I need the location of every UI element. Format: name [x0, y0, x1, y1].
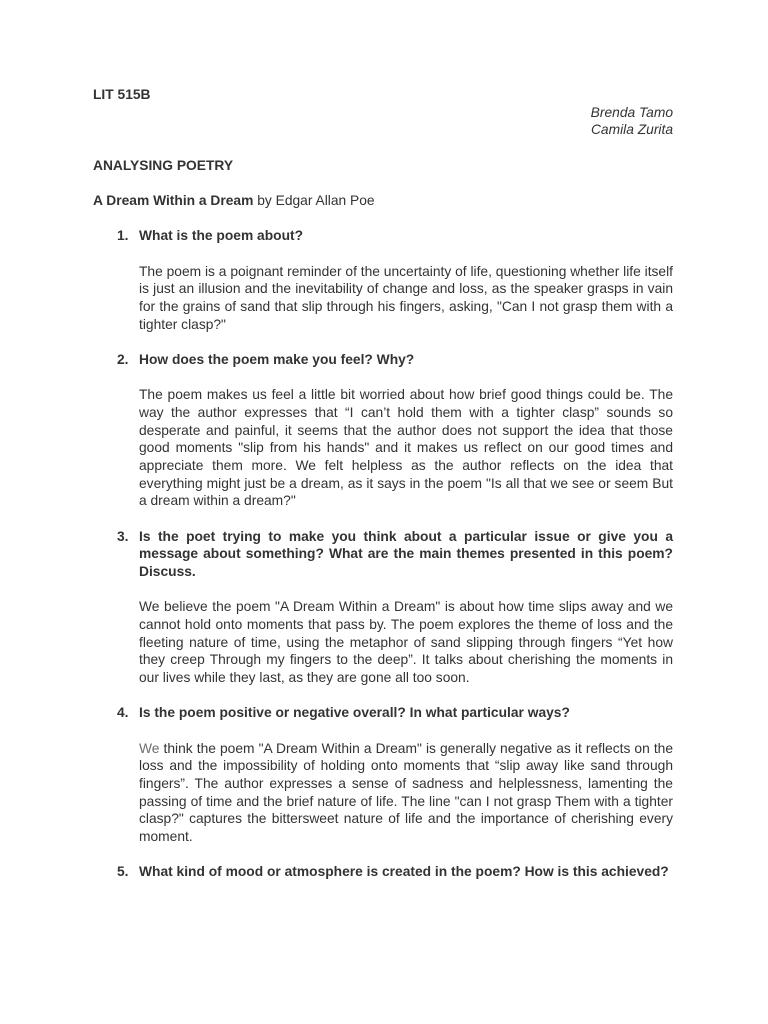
author-name: Camila Zurita [590, 122, 673, 138]
question-text: How does the poem make you feel? Why? [139, 351, 415, 367]
poem-title-line [93, 192, 673, 210]
answer-paragraph [139, 740, 673, 846]
question-text: Is the poem positive or negative overall? In what particular ways? [139, 705, 570, 721]
question-number: 1. [117, 228, 129, 244]
answer-lead-word: We [139, 740, 160, 756]
question-number: 5. [117, 864, 129, 880]
document-body [93, 86, 673, 881]
question-text: What kind of mood or atmosphere is created in the poem? How is this achieved? [139, 864, 669, 880]
question-item [93, 528, 673, 581]
answer-paragraph: The poem is a poignant reminder of the uncertainty of life, questioning whether life itself is just an illusion and the inevitability of change and loss, as the speaker grasps in vain for the grains of sand that slip through his fingers, asking, "Can I not grasp them with a tighter clasp?" [139, 263, 673, 332]
question-text: Is the poet trying to make you think about a particular issue or give you a message about something? What are the main themes presented in this poem? Discuss. [139, 528, 673, 579]
question-item [93, 227, 673, 245]
answer-text: think the poem "A Dream Within a Dream" is generally negative as it reflects on the loss and the impossibility of holding onto moments that “slip away like sand through fingers”. The author expresses a sense of sadness and helplessness, lamenting the passing of time and the brief nature of life. The line "can I not grasp Them with a tighter clasp?" captures the bittersweet nature of life and the importance of cherishing every moment. [139, 740, 673, 845]
answer-paragraph: We believe the poem "A Dream Within a Dream" is about how time slips away and we cannot hold onto moments that pass by. The poem explores the theme of loss and the fleeting nature of time, using the metaphor of sand slipping through fingers “Yet how they creep Through my fingers to the deep”. It talks about cherishing the moments in our lives while they last, as they are gone all too soon. [139, 599, 673, 686]
answer-paragraph: The poem makes us feel a little bit worried about how brief good things could be. The way the author expresses that “I can’t hold them with a tighter clasp” sounds so desperate and painful, it seems that the author does not support the idea that those good moments "slip from his hands" and it makes us reflect on our good times and appreciate them more. We felt helpless as the author reflects on the idea that everything might just be a dream, as it says in the poem "Is all that we see or seem But a dream within a dream?" [139, 387, 673, 509]
course-code: LIT 515B [93, 87, 151, 102]
author-name: Brenda Tamo [590, 104, 673, 120]
question-item [93, 704, 673, 722]
question-number: 3. [117, 528, 129, 544]
poem-title: A Dream Within a Dream [93, 192, 254, 208]
question-number: 2. [117, 351, 129, 367]
document-heading: ANALYSING POETRY [93, 157, 234, 173]
poem-byline: by Edgar Allan Poe [257, 192, 375, 208]
question-text: What is the poem about? [139, 228, 304, 244]
question-item [93, 351, 673, 369]
question-item [93, 863, 673, 881]
question-number: 4. [117, 705, 129, 721]
author-list [93, 104, 673, 139]
